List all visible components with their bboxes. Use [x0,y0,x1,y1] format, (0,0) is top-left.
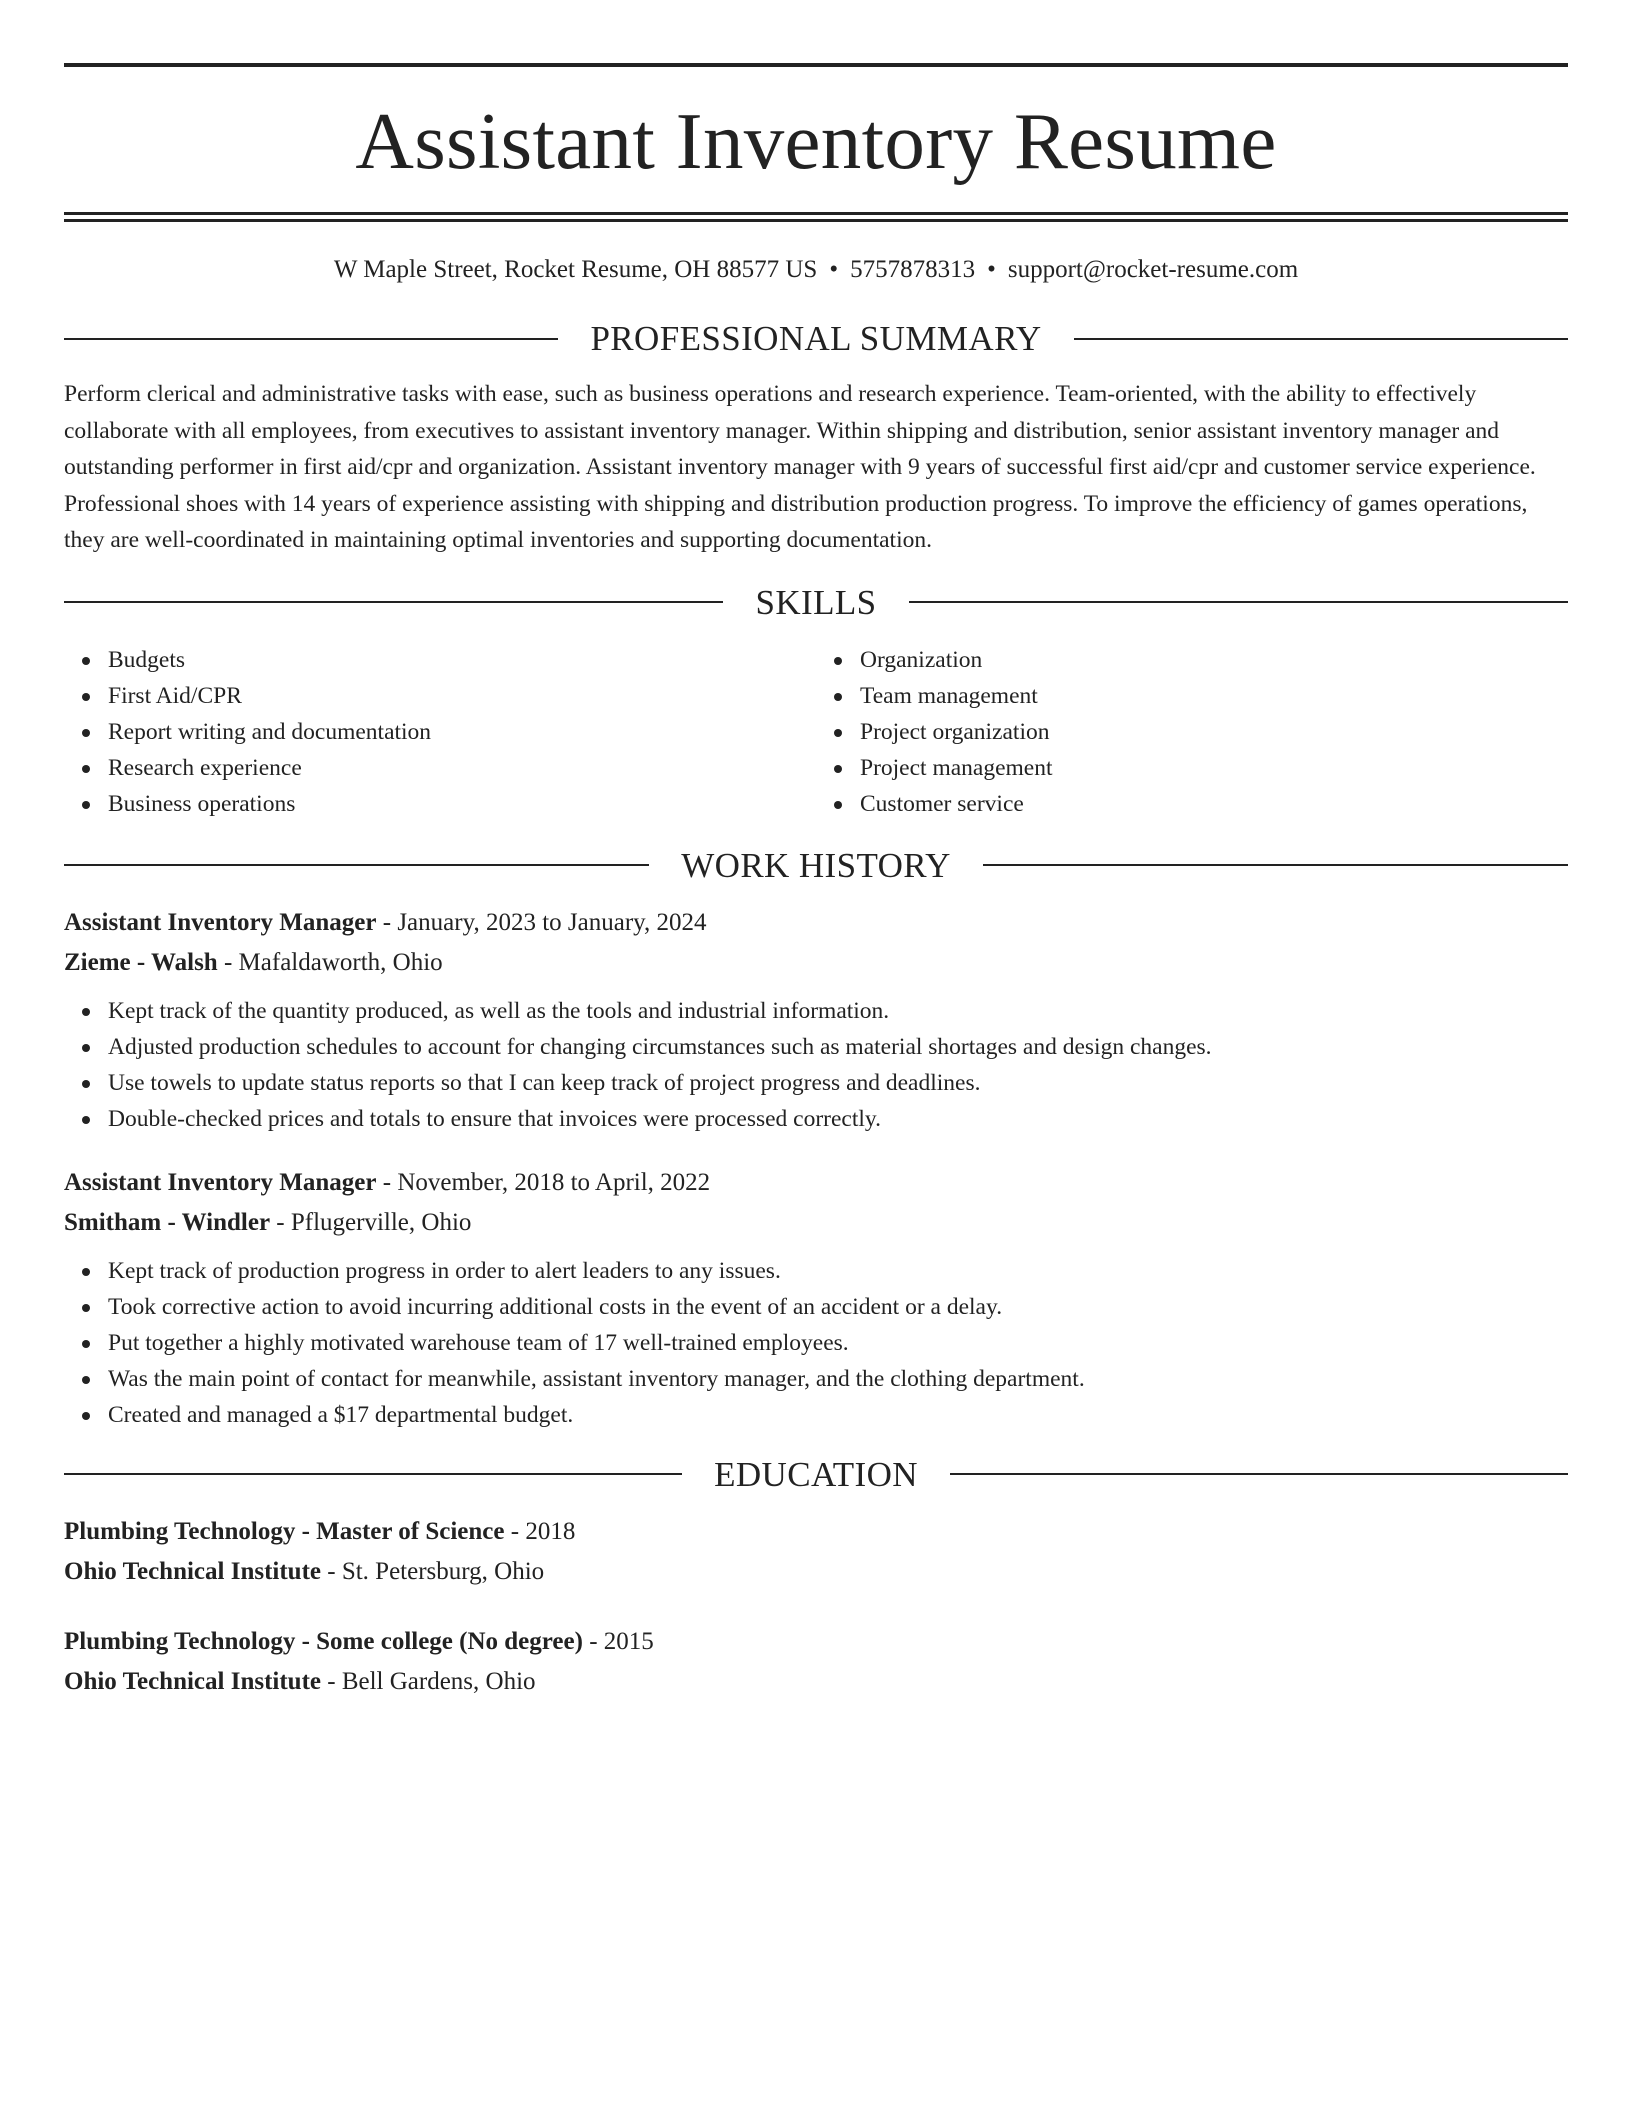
job-bullet: Adjusted production schedules to account for changing circumstances such as material shortages and design changes. [108,1029,1568,1065]
education-entry [64,1512,1568,1592]
job-bullet: Took corrective action to avoid incurring additional costs in the event of an accident or a delay. [108,1289,1568,1325]
skill-item: Business operations [108,786,816,822]
job-title: Assistant Inventory Manager [64,1168,377,1196]
job-dates: - January, 2023 to January, 2024 [376,908,707,936]
job-bullets [64,993,1568,1137]
education-school-line [64,1552,1568,1592]
job-company: Smitham - Windler [64,1208,271,1236]
section-title: WORK HISTORY [681,845,951,885]
job-company-line [64,943,1568,983]
job-title-line [64,903,1568,943]
job-bullet: Kept track of the quantity produced, as well as the tools and industrial information. [108,993,1568,1029]
contact-address: W Maple Street, Rocket Resume, OH 88577 US [333,256,818,283]
job-bullets [64,1253,1568,1433]
education-degree: Plumbing Technology - Master of Science [64,1517,505,1545]
education-school-line [64,1662,1568,1702]
education-location: - Bell Gardens, Ohio [321,1667,536,1695]
skill-item: Research experience [108,750,816,786]
skill-item: Project organization [860,714,1568,750]
job-entry [64,903,1568,1137]
job-title-line [64,1163,1568,1203]
skill-item: Customer service [860,786,1568,822]
section-title: SKILLS [755,582,877,622]
skill-item: Budgets [108,642,816,678]
heading-rule [64,864,649,866]
job-location: - Mafaldaworth, Ohio [217,948,443,976]
heading-rule [1074,338,1568,340]
education-degree: Plumbing Technology - Some college (No degree) [64,1627,583,1655]
heading-rule [64,601,723,603]
skills-column-right [816,642,1568,822]
job-location: - Pflugerville, Ohio [270,1208,472,1236]
skill-item: Report writing and documentation [108,714,816,750]
job-company: Zieme - Walsh [64,948,218,976]
summary-text: Perform clerical and administrative tasks with ease, such as business operations and research experience. Team-oriented, with the ability to effectively collaborate with all employees, from executives to assistant inventory manager. Within shipping and distribution, senior assistant inventory manager and outstanding performer in first aid/cpr and organization. Assistant inventory manager with 9 years of successful first aid/cpr and customer service experience. Professional shoes with 14 years of experience assisting with shipping and distribution production progress. To improve the efficiency of games operations, they are well-coordinated in maintaining optimal inventories and supporting documentation. [64,381,1536,553]
top-rule [64,63,1568,67]
job-dates: - November, 2018 to April, 2022 [376,1168,711,1196]
contact-separator: • [829,256,839,283]
page-title: Assistant Inventory Resume [355,96,1277,186]
section-heading-education [64,1454,1568,1494]
skills-list [64,642,1568,822]
heading-rule [64,338,558,340]
job-bullet: Put together a highly motivated warehouse team of 17 well-trained employees. [108,1325,1568,1361]
education-school: Ohio Technical Institute [64,1667,321,1695]
skill-item: Organization [860,642,1568,678]
job-bullet: Was the main point of contact for meanwhile, assistant inventory manager, and the clothing department. [108,1361,1568,1397]
job-bullet: Double-checked prices and totals to ensure that invoices were processed correctly. [108,1101,1568,1137]
job-entry [64,1163,1568,1433]
title-double-rule [64,212,1568,222]
skill-item: Project management [860,750,1568,786]
education-year: - 2018 [504,1517,576,1545]
heading-rule [950,1473,1568,1475]
section-heading-work [64,845,1568,885]
job-bullet: Use towels to update status reports so that I can keep track of project progress and deadlines. [108,1065,1568,1101]
education-year: - 2015 [582,1627,654,1655]
education-location: - St. Petersburg, Ohio [321,1557,545,1585]
contact-phone: 5757878313 [850,256,976,283]
heading-rule [909,601,1568,603]
contact-line [64,255,1568,285]
section-title: PROFESSIONAL SUMMARY [590,319,1042,358]
section-heading-summary [64,321,1568,356]
heading-rule [983,864,1568,866]
education-entry [64,1622,1568,1702]
contact-email: support@rocket-resume.com [1007,256,1299,283]
job-bullet: Created and managed a $17 departmental budget. [108,1397,1568,1433]
section-title: EDUCATION [714,1454,918,1494]
heading-rule [64,1473,682,1475]
job-bullet: Kept track of production progress in order to alert leaders to any issues. [108,1253,1568,1289]
education-degree-line [64,1512,1568,1552]
job-company-line [64,1203,1568,1243]
skills-column-left [64,642,816,822]
job-title: Assistant Inventory Manager [64,908,377,936]
education-school: Ohio Technical Institute [64,1557,321,1585]
skill-item: Team management [860,678,1568,714]
section-heading-skills [64,582,1568,622]
contact-separator: • [987,256,996,283]
education-degree-line [64,1622,1568,1662]
skill-item: First Aid/CPR [108,678,816,714]
